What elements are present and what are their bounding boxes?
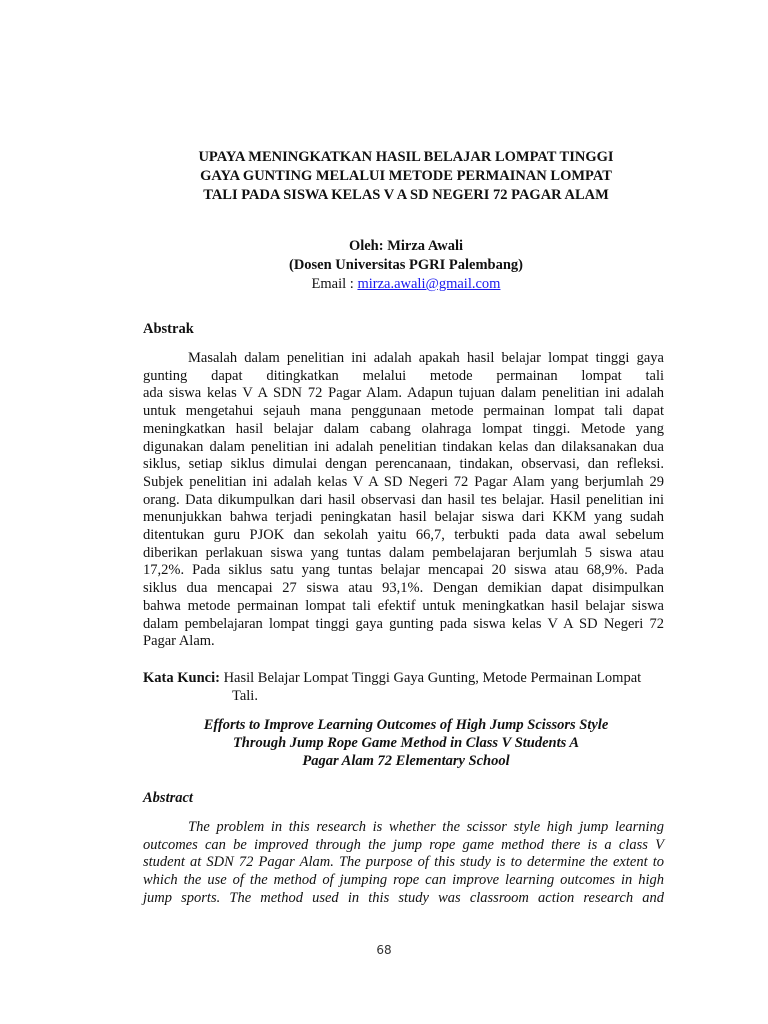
english-title (120, 716, 692, 770)
author-affiliation: (Dosen Universitas PGRI Palembang) (288, 257, 523, 273)
abstrak-line: Subjek penelitian ini adalah kelas V A SD Negeri 72 Pagar Alam yang berjumlah 29 (143, 473, 664, 490)
abstract-body (143, 819, 664, 908)
keywords-label: Kata Kunci: (143, 670, 220, 686)
keywords-line (143, 669, 664, 687)
abstrak-body (143, 350, 664, 651)
abstrak-line: ditentukan guru PJOK dan sekolah yaitu 66,7, terbukti pada data awal sebelum (143, 527, 664, 544)
keywords (143, 669, 664, 705)
keywords-text: Hasil Belajar Lompat Tinggi Gaya Gunting, Metode Permainan Lompat (219, 670, 642, 686)
abstrak-line: diberikan perlakuan siswa yang tuntas dalam pembelajaran berjumlah 5 siswa atau (143, 544, 664, 561)
abstrak-line: 17,2%. Pada siklus satu yang tuntas belajar mencapai 20 siswa atau 68,9%. Pada (143, 562, 664, 579)
abstrak-line: ada siswa kelas V A SDN 72 Pagar Alam. Adapun tujuan dalam penelitian ini adalah (143, 385, 664, 402)
abstrak-line: menunjukkan bahwa terjadi peningkatan hasil belajar siswa dari KKM yang sudah (143, 509, 664, 526)
abstract-line: outcomes can be improved through the jump rope game method there is a class V (143, 836, 664, 853)
abstrak-line: gunting dapat ditingkatkan melalui metode permainan lompat tali (143, 367, 664, 384)
abstrak-line: siklus dua mencapai 27 siswa atau 93,1%. Dengan demikian dapat disimpulkan (143, 580, 664, 597)
abstrak-line: orang. Data dikumpulkan dari hasil observasi dan hasil tes belajar. Hasil penelitian ini (143, 491, 664, 508)
abstrak-line: digunakan dalam penelitian ini adalah penelitian tindakan kelas dan dilaksanakan dua (143, 438, 664, 455)
abstrak-line: Masalah dalam penelitian ini adalah apakah hasil belajar lompat tinggi gaya (188, 350, 664, 366)
email-link[interactable]: mirza.awali@gmail.com (357, 276, 501, 292)
email-line (120, 275, 692, 294)
abstract-line: The problem in this research is whether the scissor style high jump learning (188, 819, 664, 835)
title-line: TALI PADA SISWA KELAS V A SD NEGERI 72 PAGAR ALAM (203, 187, 609, 203)
abstract-heading: Abstract (143, 790, 193, 806)
english-title-line: Through Jump Rope Game Method in Class V Students A (232, 735, 580, 751)
abstract-line: which the use of the method of jumping rope can improve learning outcomes in high (143, 872, 664, 889)
author-block (120, 237, 692, 294)
keywords-line-continued: Tali. (232, 688, 258, 704)
title-line: GAYA GUNTING MELALUI METODE PERMAINAN LOMPAT (200, 168, 612, 184)
english-title-line: Efforts to Improve Learning Outcomes of High Jump Scissors Style (203, 717, 609, 733)
abstrak-line: siklus, setiap siklus dimulai dengan perencanaan, tindakan, observasi, dan refleksi. (143, 456, 664, 473)
author-name: Oleh: Mirza Awali (348, 238, 464, 254)
english-title-line: Pagar Alam 72 Elementary School (302, 753, 510, 769)
abstrak-line: untuk mengetahui sejauh mana penggunaan metode permainan lompat tali dapat (143, 403, 664, 420)
paper-title (120, 148, 692, 205)
abstrak-line: Pagar Alam. (143, 633, 215, 650)
title-line: UPAYA MENINGKATKAN HASIL BELAJAR LOMPAT TINGGI (198, 149, 614, 165)
abstrak-line: bahwa metode permainan lompat tali efektif untuk meningkatkan hasil belajar siswa (143, 597, 664, 614)
abstract-line: jump sports. The method used in this study was classroom action research and (143, 889, 664, 906)
abstrak-line: meningkatkan hasil belajar dalam cabang olahraga lompat tinggi. Metode yang (143, 420, 664, 437)
abstract-line: student at SDN 72 Pagar Alam. The purpose of this study is to determine the extent to (143, 854, 664, 871)
page-number: 68 (376, 943, 392, 957)
abstrak-line: dalam pembelajaran lompat tinggi gaya gunting pada siswa kelas V A SD Negeri 72 (143, 615, 664, 632)
email-label: Email : (311, 276, 358, 292)
abstrak-heading: Abstrak (143, 321, 194, 337)
